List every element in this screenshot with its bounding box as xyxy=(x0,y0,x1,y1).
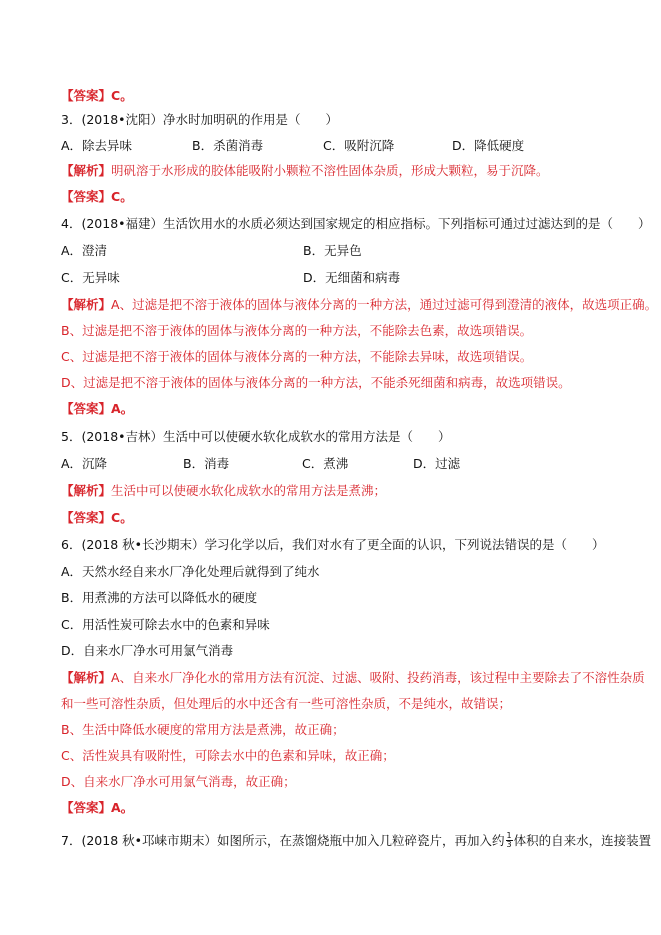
answer-tag: 【答案】 xyxy=(61,510,112,525)
analysis-tag: 【解析】 xyxy=(61,483,112,498)
q5-option-b: B．消毒 xyxy=(183,456,230,471)
q4-option-c: C．无异味 xyxy=(61,270,120,285)
stem-text-before: 7．(2018 秋•邛崃市期末）如图所示，在蒸馏烧瓶中加入几粒碎瓷片，再加入约 xyxy=(61,833,505,848)
question-6-stem: 6．(2018 秋•长沙期末）学习化学以后，我们对水有了更全面的认识，下列说法错误的是（ ） xyxy=(61,537,605,552)
question-6-analysis-3: B、生活中降低水硬度的常用方法是煮沸，故正确； xyxy=(61,722,345,737)
answer-tag: 【答案】 xyxy=(61,800,112,815)
answer-value: A。 xyxy=(111,401,134,416)
question-5-answer xyxy=(61,509,133,527)
question-4-analysis-1 xyxy=(61,296,657,314)
answer-line xyxy=(61,87,133,105)
answer-value: C。 xyxy=(111,189,133,204)
analysis-text: A、自来水厂净化水的常用方法有沉淀、过滤、吸附、投药消毒，该过程中主要除去了不溶性杂质 xyxy=(111,670,645,685)
question-6-analysis-4: C、活性炭具有吸附性，可除去水中的色素和异味，故正确； xyxy=(61,748,395,763)
answer-value: C。 xyxy=(111,510,133,525)
answer-value: C。 xyxy=(111,88,133,103)
question-3-analysis xyxy=(61,162,549,180)
stem-text-after: 体积的自来水，连接装置 xyxy=(513,833,652,848)
analysis-tag: 【解析】 xyxy=(61,297,112,312)
fraction-denominator: 3 xyxy=(506,840,512,849)
q4-option-c-line xyxy=(61,269,120,287)
q3-option-a: A．除去异味 xyxy=(61,138,133,153)
question-6-analysis-1 xyxy=(61,669,645,687)
question-5-analysis xyxy=(61,482,386,500)
analysis-text: 明矾溶于水形成的胶体能吸附小颗粒不溶性固体杂质，形成大颗粒，易于沉降。 xyxy=(111,163,549,178)
question-6-answer xyxy=(61,799,133,817)
question-6-analysis-2: 和一些可溶性杂质，但处理后的水中还含有一些可溶性杂质，不是纯水，故错误； xyxy=(61,696,512,711)
question-3-answer xyxy=(61,188,133,206)
analysis-text: A、过滤是把不溶于液体的固体与液体分离的一种方法，通过过滤可得到澄清的液体，故选项正确。 xyxy=(111,297,658,312)
question-3-stem: 3．(2018•沈阳）净水时加明矾的作用是（ ） xyxy=(61,112,339,127)
question-4-analysis-3: C、过滤是把不溶于液体的固体与液体分离的一种方法，不能除去异味，故选项错误。 xyxy=(61,349,533,364)
q6-option-a: A．天然水经自来水厂净化处理后就得到了纯水 xyxy=(61,564,320,579)
q3-option-b: B．杀菌消毒 xyxy=(192,138,264,153)
answer-tag: 【答案】 xyxy=(61,401,112,416)
question-6-analysis-5: D、自来水厂净水可用氯气消毒，故正确； xyxy=(61,774,296,789)
q4-option-b: B．无异色 xyxy=(303,243,362,258)
q3-option-d: D．降低硬度 xyxy=(452,138,525,153)
question-4-analysis-2: B、过滤是把不溶于液体的固体与液体分离的一种方法，不能除去色素，故选项错误。 xyxy=(61,323,533,338)
analysis-tag: 【解析】 xyxy=(61,163,112,178)
q4-option-b-line xyxy=(303,242,362,260)
q4-option-a: A．澄清 xyxy=(61,243,108,258)
q6-option-b: B．用煮沸的方法可以降低水的硬度 xyxy=(61,590,258,605)
q4-option-a-line xyxy=(61,242,107,260)
q4-option-d: D．无细菌和病毒 xyxy=(303,270,401,285)
q5-option-a: A．沉降 xyxy=(61,456,108,471)
q3-option-c: C．吸附沉降 xyxy=(323,138,395,153)
question-5-stem: 5．(2018•吉林）生活中可以使硬水软化成软水的常用方法是（ ） xyxy=(61,429,451,444)
q5-option-d: D．过滤 xyxy=(413,456,461,471)
analysis-text: 生活中可以使硬水软化成软水的常用方法是煮沸； xyxy=(111,483,387,498)
question-4-stem: 4．(2018•福建）生活饮用水的水质必须达到国家规定的相应指标。下列指标可通过过滤达到的是（ ） xyxy=(61,216,651,231)
question-4-analysis-4: D、过滤是把不溶于液体的固体与液体分离的一种方法，不能杀死细菌和病毒，故选项错误。 xyxy=(61,375,571,390)
q6-option-c: C．用活性炭可除去水中的色素和异味 xyxy=(61,617,270,632)
answer-tag: 【答案】 xyxy=(61,189,112,204)
answer-value: A。 xyxy=(111,800,134,815)
question-4-answer xyxy=(61,400,133,418)
q6-option-d: D．自来水厂净水可用氯气消毒 xyxy=(61,643,234,658)
fraction-numerator: 1 xyxy=(506,831,512,840)
analysis-tag: 【解析】 xyxy=(61,670,112,685)
fraction-one-third xyxy=(506,832,513,849)
q5-option-c: C．煮沸 xyxy=(302,456,349,471)
q4-option-d-line xyxy=(303,269,400,287)
question-7-stem xyxy=(61,832,651,850)
answer-tag: 【答案】 xyxy=(61,88,112,103)
